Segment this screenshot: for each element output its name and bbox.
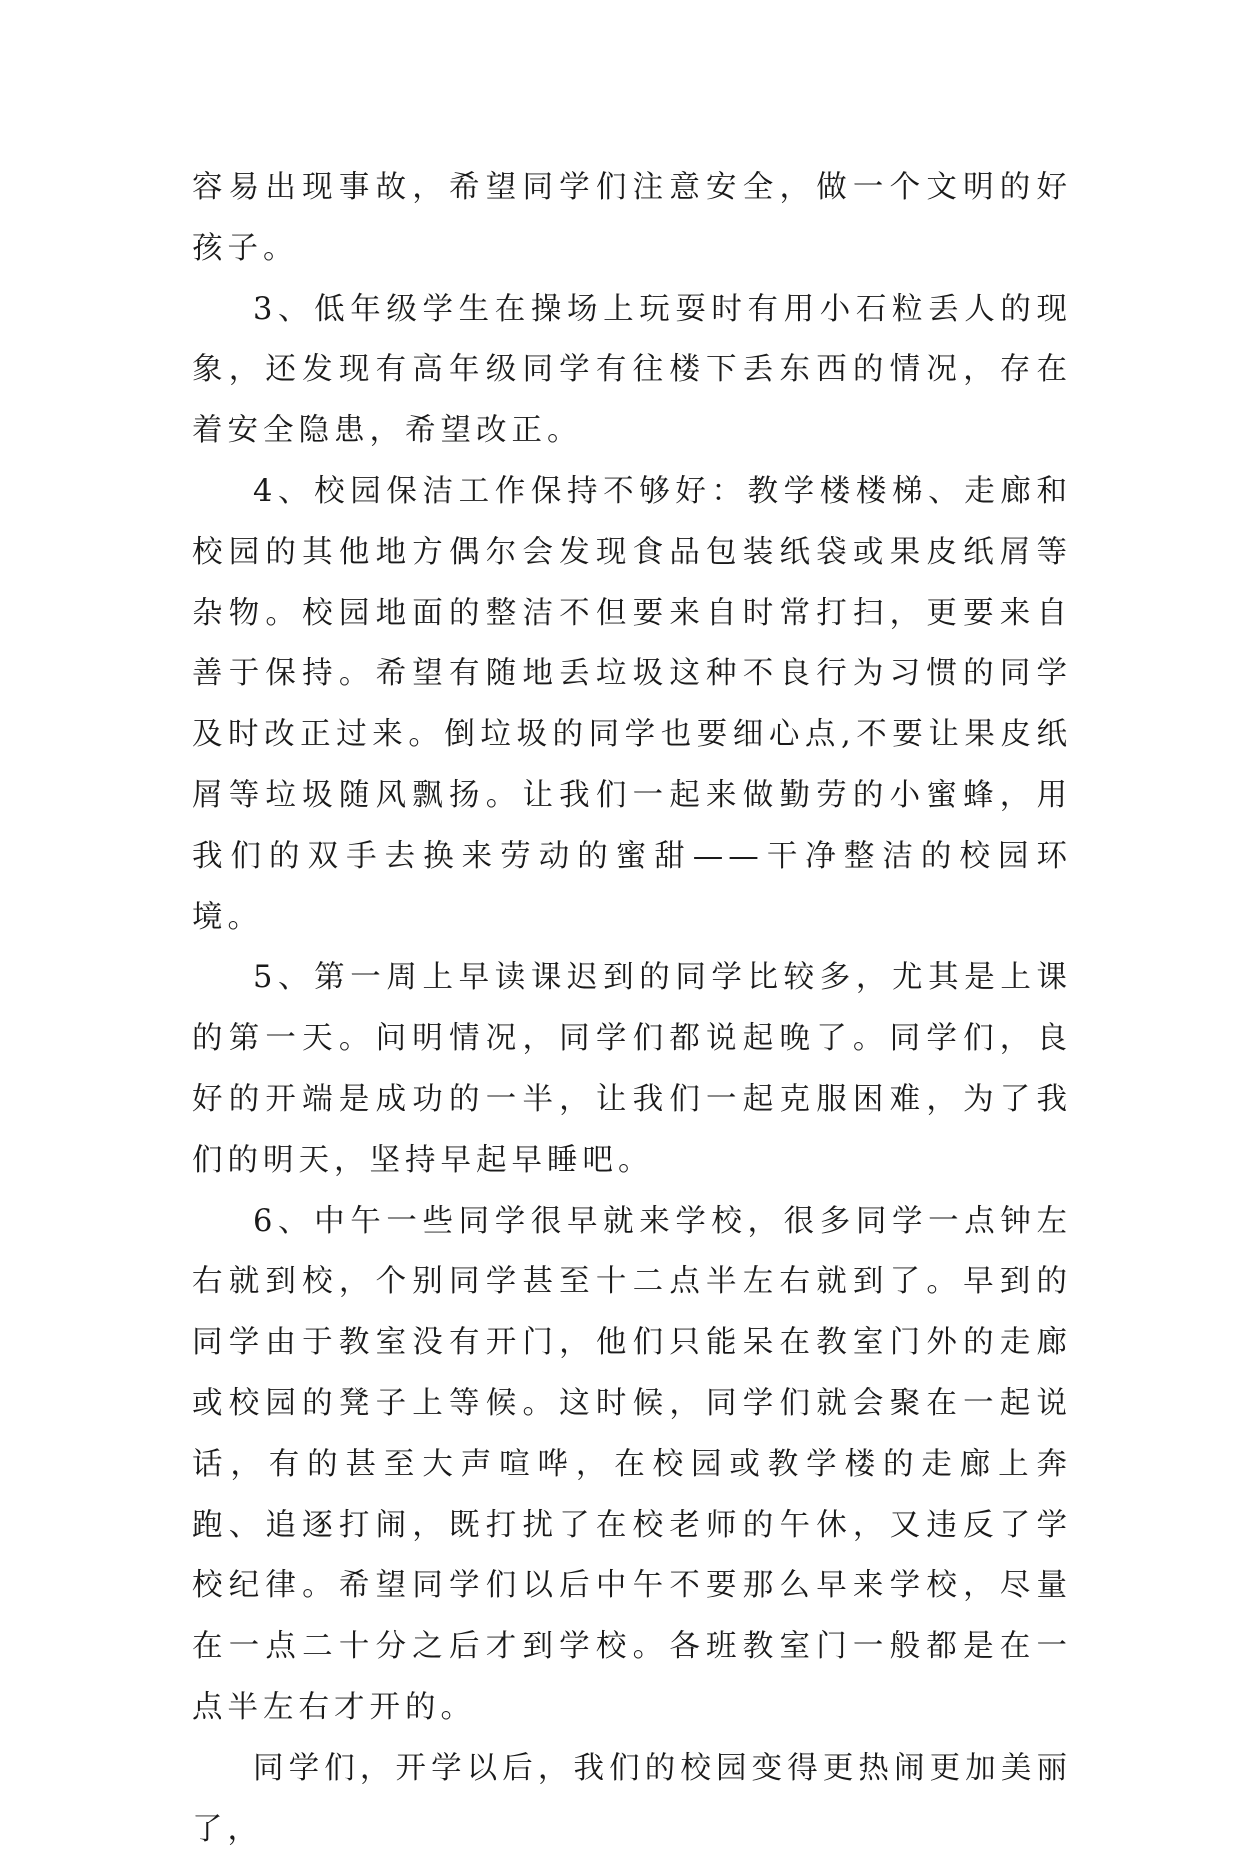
- paragraph-item-3: 3、低年级学生在操场上玩耍时有用小石粒丢人的现象，还发现有高年级同学有往楼下丢东西的情况，存在着安全隐患，希望改正。: [192, 291, 1072, 449]
- paragraph-closing: 同学们，开学以后，我们的校园变得更热闹更加美丽了，: [192, 1750, 1072, 1847]
- paragraph-item-5: 5、第一周上早读课迟到的同学比较多，尤其是上课的第一天。问明情况，同学们都说起晚了。同学们，良好的开端是成功的一半，让我们一起克服困难，为了我们的明天，坚持早起早睡吧。: [192, 960, 1072, 1178]
- document-body: [192, 158, 1072, 1860]
- paragraph-continued: 容易出现事故，希望同学们注意安全，做一个文明的好孩子。: [192, 170, 1072, 266]
- paragraph-item-6: 6、中午一些同学很早就来学校，很多同学一点钟左右就到校，个别同学甚至十二点半左右就到了。早到的同学由于教室没有开门，他们只能呆在教室门外的走廊或校园的凳子上等候。这时候，同学们就会聚在一起说话，有的甚至大声喧哗，在校园或教学楼的走廊上奔跑、追逐打闹，既打扰了在校老师的午休，又违反了学校纪律。希望同学们以后中午不要那么早来学校，尽量在一点二十分之后才到学校。各班教室门一般都是在一点半左右才开的。: [192, 1203, 1072, 1725]
- paragraph-item-4: 4、校园保洁工作保持不够好：教学楼楼梯、走廊和校园的其他地方偶尔会发现食品包装纸袋或果皮纸屑等杂物。校园地面的整洁不但要来自时常打扫，更要来自善于保持。希望有随地丢垃圾这种不良行为习惯的同学及时改正过来。倒垃圾的同学也要细心点,不要让果皮纸屑等垃圾随风飘扬。让我们一起来做勤劳的小蜜蜂，用我们的双手去换来劳动的蜜甜——干净整洁的校园环境。: [192, 473, 1072, 935]
